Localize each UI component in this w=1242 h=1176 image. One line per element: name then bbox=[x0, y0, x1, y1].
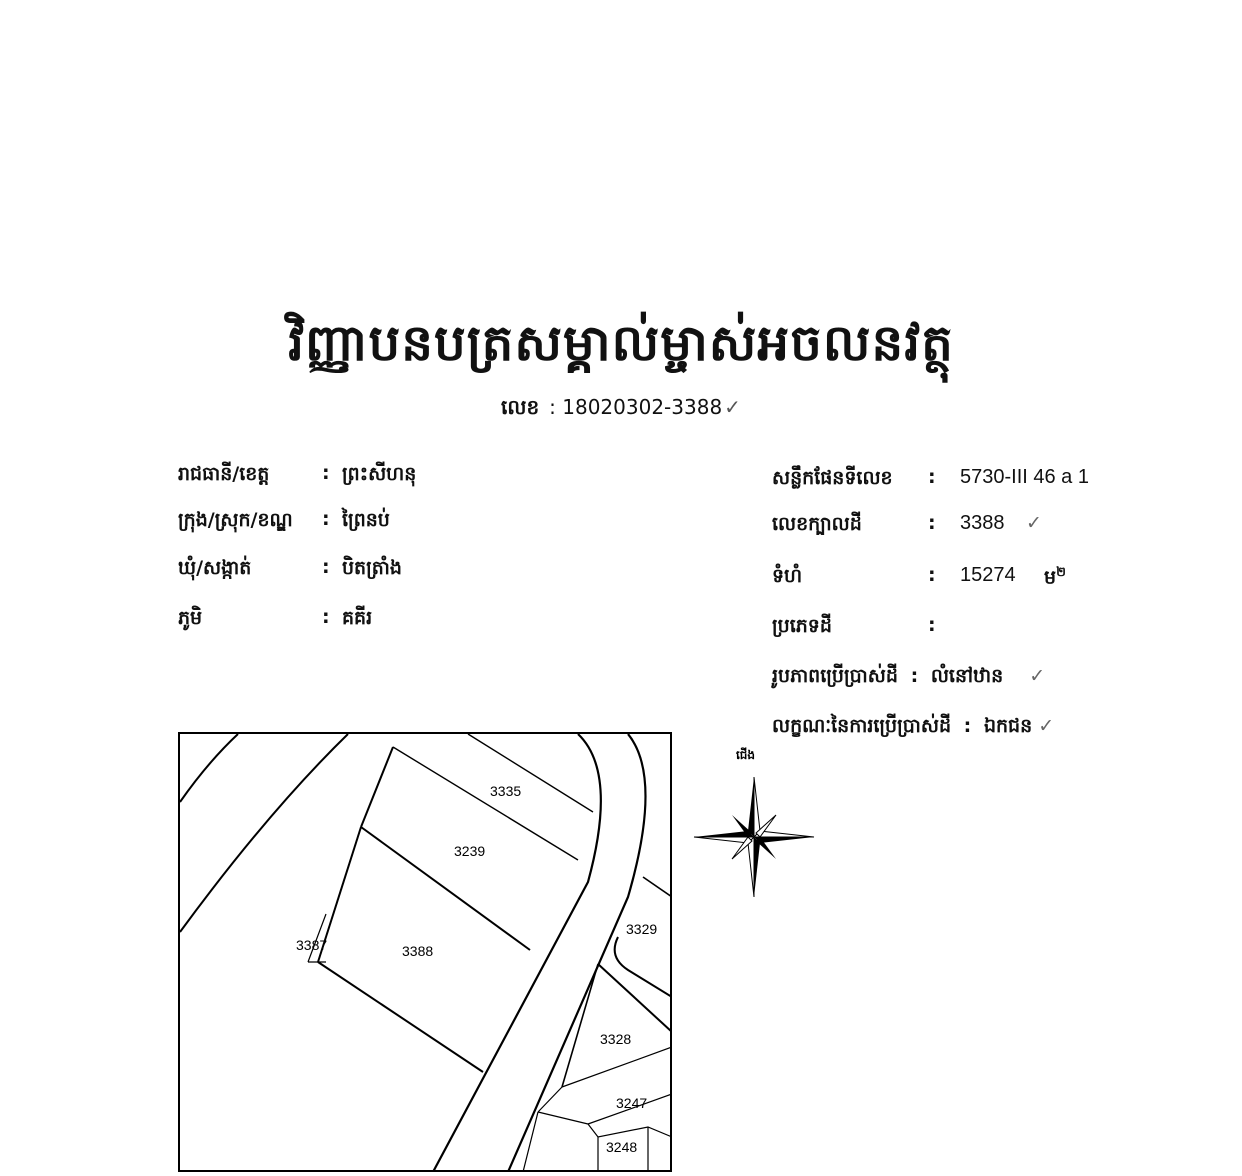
number-value: 18020302-3388 bbox=[562, 395, 723, 419]
cadastral-map bbox=[178, 732, 672, 1172]
village-value: គគីរ bbox=[342, 607, 373, 629]
land-type-label: ប្រភេទដី bbox=[772, 615, 832, 637]
area-row bbox=[772, 564, 1066, 592]
map-sheet-row bbox=[772, 466, 1089, 494]
number-colon: : bbox=[549, 395, 563, 419]
area-unit-base: ម bbox=[1044, 566, 1057, 589]
parcel-label: 3335 bbox=[490, 783, 522, 799]
use-nature-colon: : bbox=[957, 715, 978, 737]
use-nature-row bbox=[772, 714, 1054, 742]
land-use-label: រូបភាពប្រើប្រាស់ដី bbox=[772, 665, 898, 687]
parcel-label: 3329 bbox=[626, 921, 658, 937]
area-label: ទំហំ bbox=[772, 565, 803, 587]
province-colon: : bbox=[322, 462, 330, 484]
check-mark-icon: ✓ bbox=[724, 395, 741, 419]
map-sheet-label: សន្លឹកផែនទីលេខ bbox=[772, 467, 893, 489]
use-nature-value: ឯកជន bbox=[983, 715, 1033, 737]
land-type-row bbox=[772, 614, 936, 642]
parcel-label: 3387 bbox=[296, 937, 328, 953]
parcel-number-row bbox=[772, 512, 1042, 540]
province-value: ព្រះសីហនុ bbox=[342, 463, 417, 485]
parcel-number-colon: : bbox=[928, 512, 936, 534]
province-label: រាជធានី/ខេត្ត bbox=[178, 463, 270, 485]
use-nature-label: លក្ខណៈនៃការប្រើប្រាស់ដី bbox=[772, 715, 952, 737]
commune-colon: : bbox=[322, 556, 330, 578]
village-colon: : bbox=[322, 606, 330, 628]
number-label: លេខ bbox=[501, 395, 540, 419]
parcel-number-label: លេខក្បាលដី bbox=[772, 513, 862, 535]
map-sheet-value: 5730-III 46 a 1 bbox=[960, 466, 1089, 488]
commune-label: ឃុំ/សង្កាត់ bbox=[178, 557, 252, 579]
commune-row bbox=[178, 556, 402, 584]
compass-rose-icon bbox=[692, 745, 816, 900]
district-value: ព្រៃនប់ bbox=[342, 509, 390, 531]
land-use-colon: : bbox=[903, 665, 925, 687]
parcel-label: 3388 bbox=[402, 943, 434, 959]
north-label: ជើង bbox=[736, 748, 756, 762]
check-mark-icon: ✓ bbox=[1029, 665, 1046, 687]
area-value: 15274 bbox=[960, 564, 1016, 586]
district-row bbox=[178, 508, 390, 536]
district-colon: : bbox=[322, 508, 330, 530]
land-use-row bbox=[772, 664, 1045, 692]
parcel-label: 3248 bbox=[606, 1139, 638, 1155]
certificate-number bbox=[0, 394, 1242, 424]
area-unit-sup: ២ bbox=[1056, 565, 1066, 580]
certificate-title: វិញ្ញាបនបត្រសម្គាល់ម្ចាស់អចលនវត្ថុ bbox=[288, 314, 954, 372]
commune-value: បិតត្រាំង bbox=[342, 557, 402, 579]
district-label: ក្រុង/ស្រុក/ខណ្ឌ bbox=[178, 509, 293, 531]
parcel-number-value: 3388 bbox=[960, 512, 1005, 534]
map-sheet-colon: : bbox=[928, 466, 936, 488]
area-unit bbox=[1044, 564, 1066, 593]
area-colon: : bbox=[928, 564, 936, 586]
parcel-label: 3239 bbox=[454, 843, 486, 859]
check-mark-icon: ✓ bbox=[1038, 715, 1055, 737]
province-row bbox=[178, 462, 417, 490]
village-row bbox=[178, 606, 373, 634]
parcel-label: 3247 bbox=[616, 1095, 648, 1111]
land-type-colon: : bbox=[928, 614, 936, 636]
land-use-value: លំនៅឋាន bbox=[930, 665, 1004, 687]
check-mark-icon: ✓ bbox=[1026, 512, 1042, 534]
village-label: ភូមិ bbox=[178, 607, 203, 629]
parcel-label: 3328 bbox=[600, 1031, 632, 1047]
